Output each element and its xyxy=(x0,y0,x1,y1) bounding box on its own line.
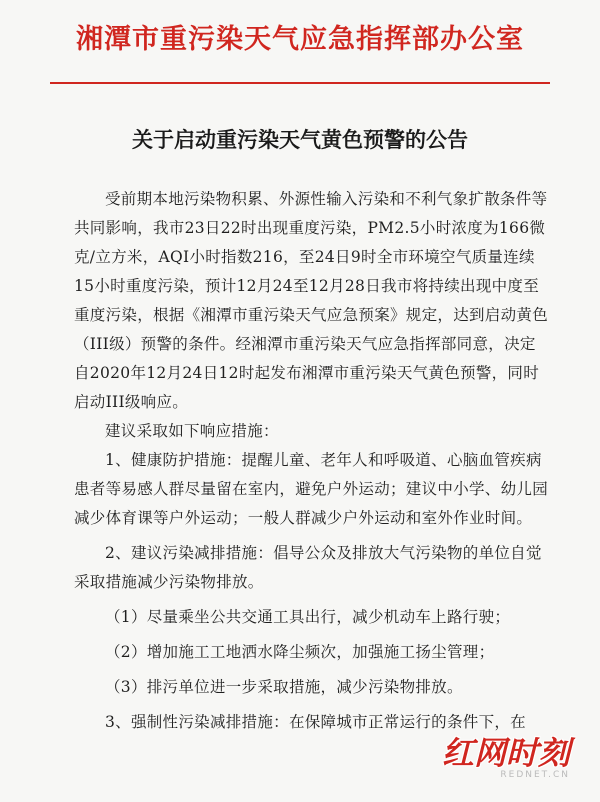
paragraph-reduction-measures: 2、建议污染减排措施：倡导公众及排放大气污染物的单位自觉采取措施减少污染物排放。 xyxy=(74,544,542,591)
watermark-main-text: 红网时刻 xyxy=(441,734,570,772)
issuing-office-header: 湘潭市重污染天气应急指挥部办公室 xyxy=(76,24,524,55)
paragraph-intro: 受前期本地污染物积累、外源性输入污染和不利气象扩散条件等共同影响，我市23日22时出现重度污染，PM2.5小时浓度为166微克/立方米，AQI小时指数216，至24日9时全市环境空气质量连续15小时重度污染，预计12月24至12月28日我市将持续出现中度至重度污染，根据《湘潭市重污染天气应急预案》规定，达到启动黄色（III级）预警的条件。经湘潭市重污染天气应急指挥部同意，决定自2020年12月24日12时起发布湘潭市重污染天气黄色预警，同时启动III级响应。 xyxy=(74,190,549,411)
watermark-logo xyxy=(442,736,570,780)
paragraph-item-1: （1）尽量乘坐公共交通工具出行，减少机动车上路行驶； xyxy=(105,608,511,626)
watermark-sub-text: REDNET.CN xyxy=(500,770,570,780)
paragraph-item-2: （2）增加施工工地洒水降尘频次，加强施工扬尘管理； xyxy=(105,643,495,661)
notice-body xyxy=(74,185,550,737)
paragraph-item-3: （3）排污单位进一步采取措施，减少污染物排放。 xyxy=(105,678,463,696)
header-red-rule xyxy=(50,82,550,84)
paragraph-health-measures: 1、健康防护措施：提醒儿童、老年人和呼吸道、心脑血管疾病患者等易感人群尽量留在室内，避免户外运动；建议中小学、幼儿园减少体育课等户外运动；一般人群减少户外运动和室外作业时间。 xyxy=(74,451,549,527)
paragraph-mandatory-measures: 3、强制性污染减排措施：在保障城市正常运行的条件下，在 xyxy=(105,713,526,731)
paragraph-measures-lead: 建议采取如下响应措施： xyxy=(105,422,279,440)
notice-title: 关于启动重污染天气黄色预警的公告 xyxy=(132,127,468,152)
